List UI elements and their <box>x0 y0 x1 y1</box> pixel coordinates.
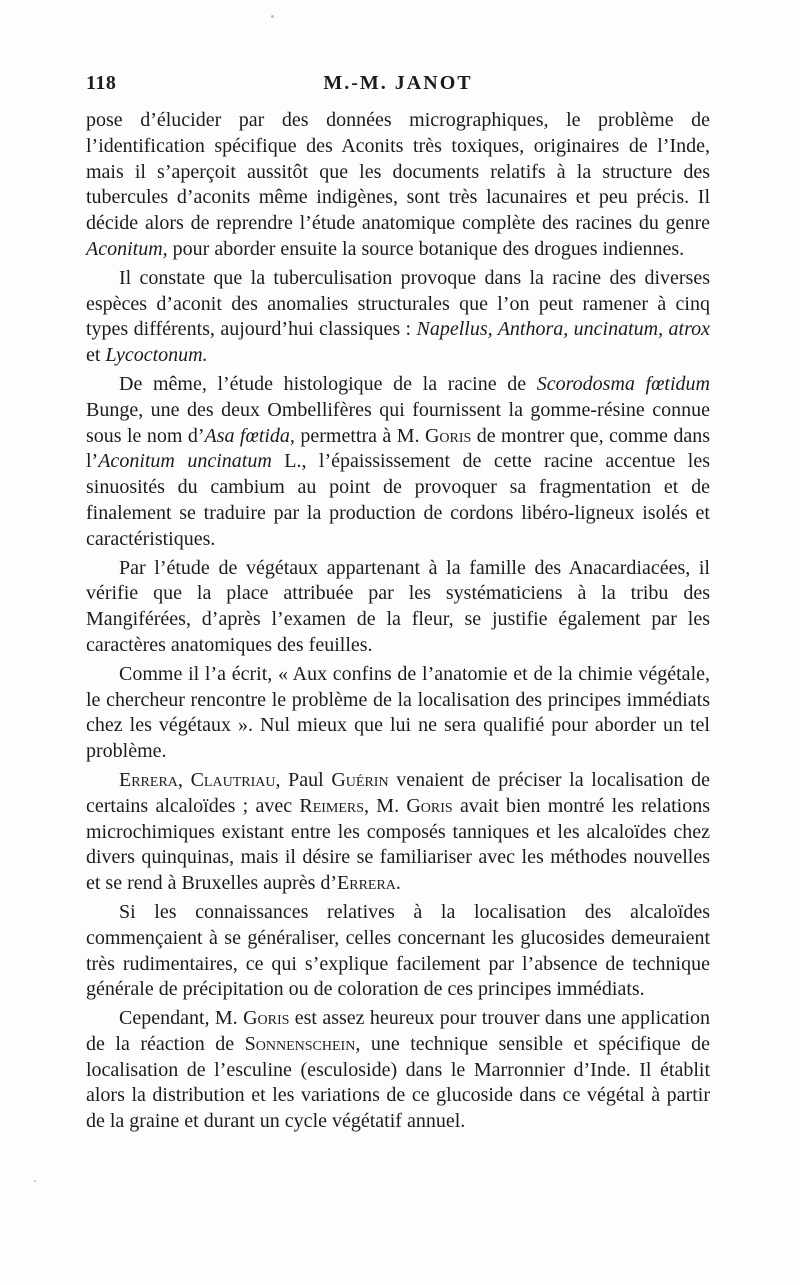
page-speck <box>34 1180 36 1182</box>
italic-term: Napellus, Anthora, uncinatum, atrox <box>416 318 710 341</box>
italic-term: Aconitum uncinatum <box>98 450 272 473</box>
text-run: , Paul <box>275 768 332 791</box>
text-run: , <box>177 768 191 791</box>
paragraph-2 <box>86 266 710 369</box>
paragraph-4 <box>86 556 710 659</box>
italic-term: Scorodosma fœtidum <box>536 372 710 395</box>
text-run: pose d’élucider par des données micrographiques, le problème de l’identification spécifique des Aconits très toxiques, originaires de l’Inde, mais il s’aperçoit aussitôt que les documents relatifs à la structure des tubercules d’aconits même indigènes, sont très lacunaires et peu précis. Il décide alors de reprendre l’étude anatomique complète des racines du genre <box>86 109 710 235</box>
text-run: Cependant, M. <box>119 1007 244 1030</box>
author-name: Reimers <box>299 794 365 817</box>
page-header <box>86 68 710 98</box>
paragraph-3 <box>86 372 710 553</box>
text-run: venaient de préciser la localisation de certains alcaloïdes ; avec <box>86 768 710 817</box>
text-run: Par l’étude de végétaux appartenant à la famille des Anacardiacées, il vérifie que la place attribuée par les systématiciens à la tribu des Mangiférées, d’après l’examen de la fleur, se justifie également par les caractères anatomiques des feuilles. <box>86 556 710 656</box>
paragraph-7 <box>86 900 710 1003</box>
text-run: De même, l’étude histologique de la racine de <box>119 372 537 395</box>
body-text <box>86 108 710 1135</box>
author-name: Sonnenschein <box>244 1032 356 1055</box>
text-run: est assez heureux pour trouver dans une application de la réaction de <box>86 1007 711 1055</box>
italic-term: Lycoctonum. <box>105 344 208 367</box>
text-run: avait bien montré les relations microchimiques existant entre les composés tanniques et les alcaloïdes chez divers quinquinas, mais il désire se familiariser avec les méthodes nouvelles et se rend à Bruxelles auprès d’ <box>86 794 710 895</box>
running-title: M.-M. JANOT <box>323 72 473 94</box>
text-run: et <box>86 344 106 367</box>
paragraph-5 <box>86 662 710 765</box>
author-name: Goris <box>424 424 472 447</box>
author-name: Guérin <box>331 768 389 791</box>
text-run: L., l’épaississement de cette racine accentue les sinuosités du cambium au point de provoquer sa fragmentation et de finalement se traduire par la production de cordons libéro-ligneux isolés et caractéristiques. <box>86 450 710 550</box>
italic-term: Aconitum, <box>86 237 168 260</box>
author-name: Errera <box>119 768 178 791</box>
text-run: , M. <box>364 794 407 817</box>
text-run: Il constate que la tuberculisation provoque dans la racine des diverses espèces d’aconit des anomalies structurales que l’on peut ramener à cinq types différents, aujourd’hui classiques : <box>86 266 710 341</box>
page-speck <box>271 15 274 18</box>
text-run: Comme il l’a écrit, « Aux confins de l’anatomie et de la chimie végétale, le chercheur rencontre le problème de la localisation des principes immédiats chez les végétaux ». Nul mieux que lui ne sera qualifié pour aborder un tel problème. <box>86 662 710 763</box>
author-name: Goris <box>243 1007 290 1030</box>
page-number: 118 <box>86 72 117 94</box>
text-run: , une technique sensible et spécifique de localisation de l’esculine (esculoside) dans le Marronnier d’Inde. Il établit alors la distribution et les variations de ce glucoside dans ce végétal à partir de la graine et durant un cycle végétatif annuel. <box>86 1032 710 1133</box>
text-run: Bunge, une des deux Ombellifères qui fournissent la gomme-résine connue sous le nom d’ <box>86 398 710 447</box>
text-run: . <box>395 872 401 895</box>
author-name: Clautriau <box>190 768 276 791</box>
text-run: permettra à M. <box>294 424 425 447</box>
author-name: Errera <box>337 872 396 895</box>
paragraph-1 <box>86 108 710 263</box>
text-run: Si les connaissances relatives à la localisation des alcaloïdes commençaient à se généraliser, celles concernant les glucosides demeuraient très rudimentaires, ce qui s’explique facilement par l’absence de technique générale de précipitation ou de coloration de ces principes immédiats. <box>86 900 710 1001</box>
italic-term: Asa fœtida, <box>204 424 295 447</box>
text-run: de montrer que, comme dans l’ <box>86 424 711 473</box>
paragraph-8 <box>86 1006 710 1135</box>
text-run: pour aborder ensuite la source botanique des drogues indiennes. <box>167 237 685 260</box>
author-name: Goris <box>406 794 453 817</box>
paragraph-6 <box>86 768 710 897</box>
